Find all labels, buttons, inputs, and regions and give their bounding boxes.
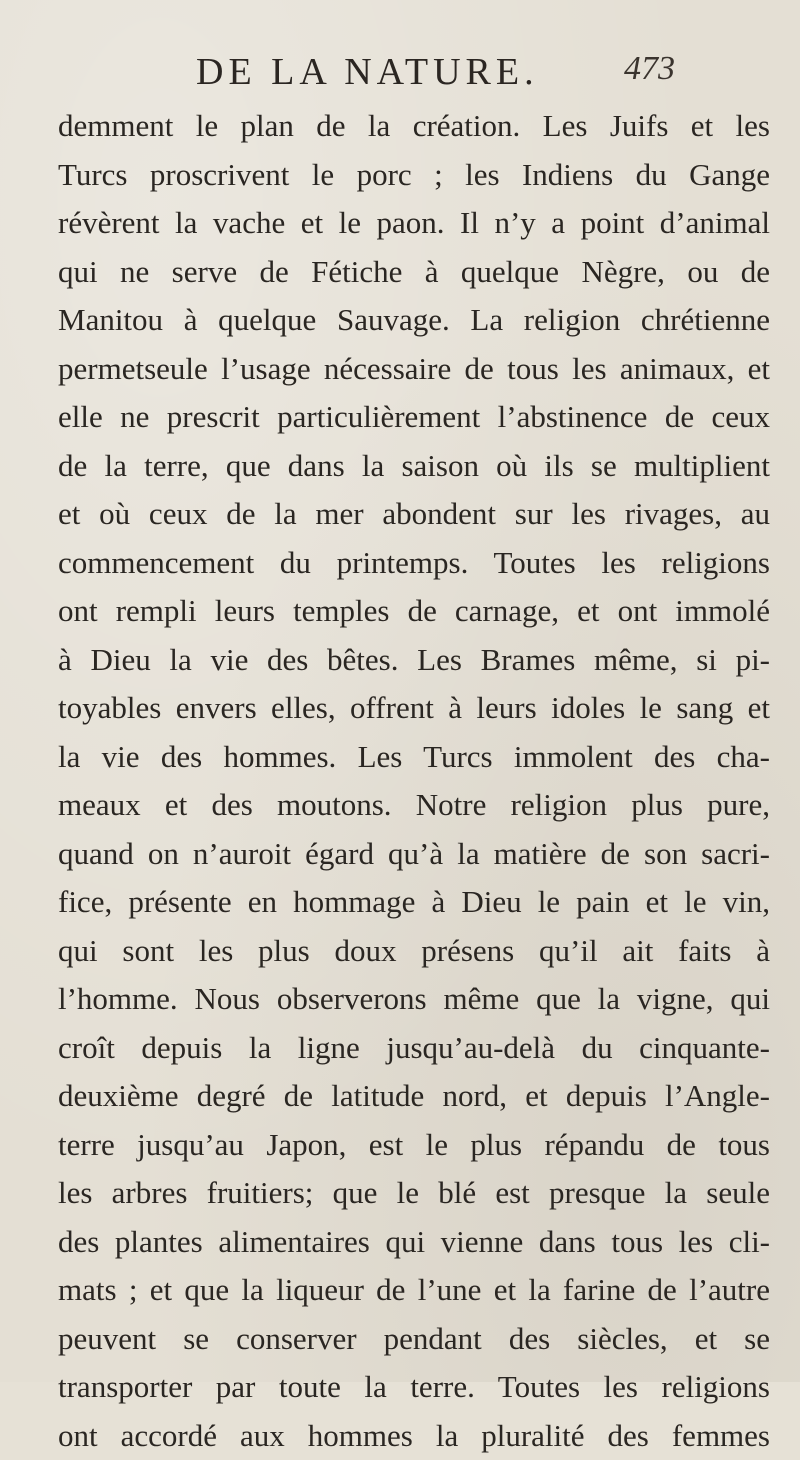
text-line: croît depuis la ligne jusqu’au-delà du cinquante- xyxy=(58,1024,770,1073)
text-line: l’homme. Nous observerons même que la vigne, qui xyxy=(58,975,770,1024)
text-line: des plantes alimentaires qui vienne dans tous les cli- xyxy=(58,1218,770,1267)
text-line: de la terre, que dans la saison où ils se multiplient xyxy=(58,442,770,491)
text-line: ont accordé aux hommes la pluralité des femmes xyxy=(58,1412,770,1460)
text-line: ont rempli leurs temples de carnage, et ont immolé xyxy=(58,587,770,636)
text-line: demment le plan de la création. Les Juifs et les xyxy=(58,102,770,151)
text-line: quand on n’auroit égard qu’à la matière de son sacri- xyxy=(58,830,770,879)
text-line: la vie des hommes. Les Turcs immolent des cha- xyxy=(58,733,770,782)
text-line: deuxième degré de latitude nord, et depuis l’Angle- xyxy=(58,1072,770,1121)
text-line: à Dieu la vie des bêtes. Les Brames même, si pi- xyxy=(58,636,770,685)
text-line: Manitou à quelque Sauvage. La religion chrétienne xyxy=(58,296,770,345)
text-line: les arbres fruitiers; que le blé est presque la seule xyxy=(58,1169,770,1218)
text-line: fice, présente en hommage à Dieu le pain et le vin, xyxy=(58,878,770,927)
text-line: transporter par toute la terre. Toutes les religions xyxy=(58,1363,770,1412)
text-line: Turcs proscrivent le porc ; les Indiens du Gange xyxy=(58,151,770,200)
body-text xyxy=(58,102,770,1460)
page-header xyxy=(0,50,800,100)
text-line: elle ne prescrit particulièrement l’abstinence de ceux xyxy=(58,393,770,442)
text-line: peuvent se conserver pendant des siècles, et se xyxy=(58,1315,770,1364)
text-line: mats ; et que la liqueur de l’une et la farine de l’autre xyxy=(58,1266,770,1315)
text-line: terre jusqu’au Japon, est le plus répandu de tous xyxy=(58,1121,770,1170)
text-line: commencement du printemps. Toutes les religions xyxy=(58,539,770,588)
text-line: qui sont les plus doux présens qu’il ait faits à xyxy=(58,927,770,976)
text-line: qui ne serve de Fétiche à quelque Nègre, ou de xyxy=(58,248,770,297)
text-line: et où ceux de la mer abondent sur les rivages, au xyxy=(58,490,770,539)
text-line: permetseule l’usage nécessaire de tous les animaux, et xyxy=(58,345,770,394)
page-number: 473 xyxy=(624,50,675,88)
text-line: meaux et des moutons. Notre religion plus pure, xyxy=(58,781,770,830)
running-head: DE LA NATURE. xyxy=(196,50,539,94)
text-line: toyables envers elles, offrent à leurs idoles le sang et xyxy=(58,684,770,733)
text-line: révèrent la vache et le paon. Il n’y a point d’animal xyxy=(58,199,770,248)
